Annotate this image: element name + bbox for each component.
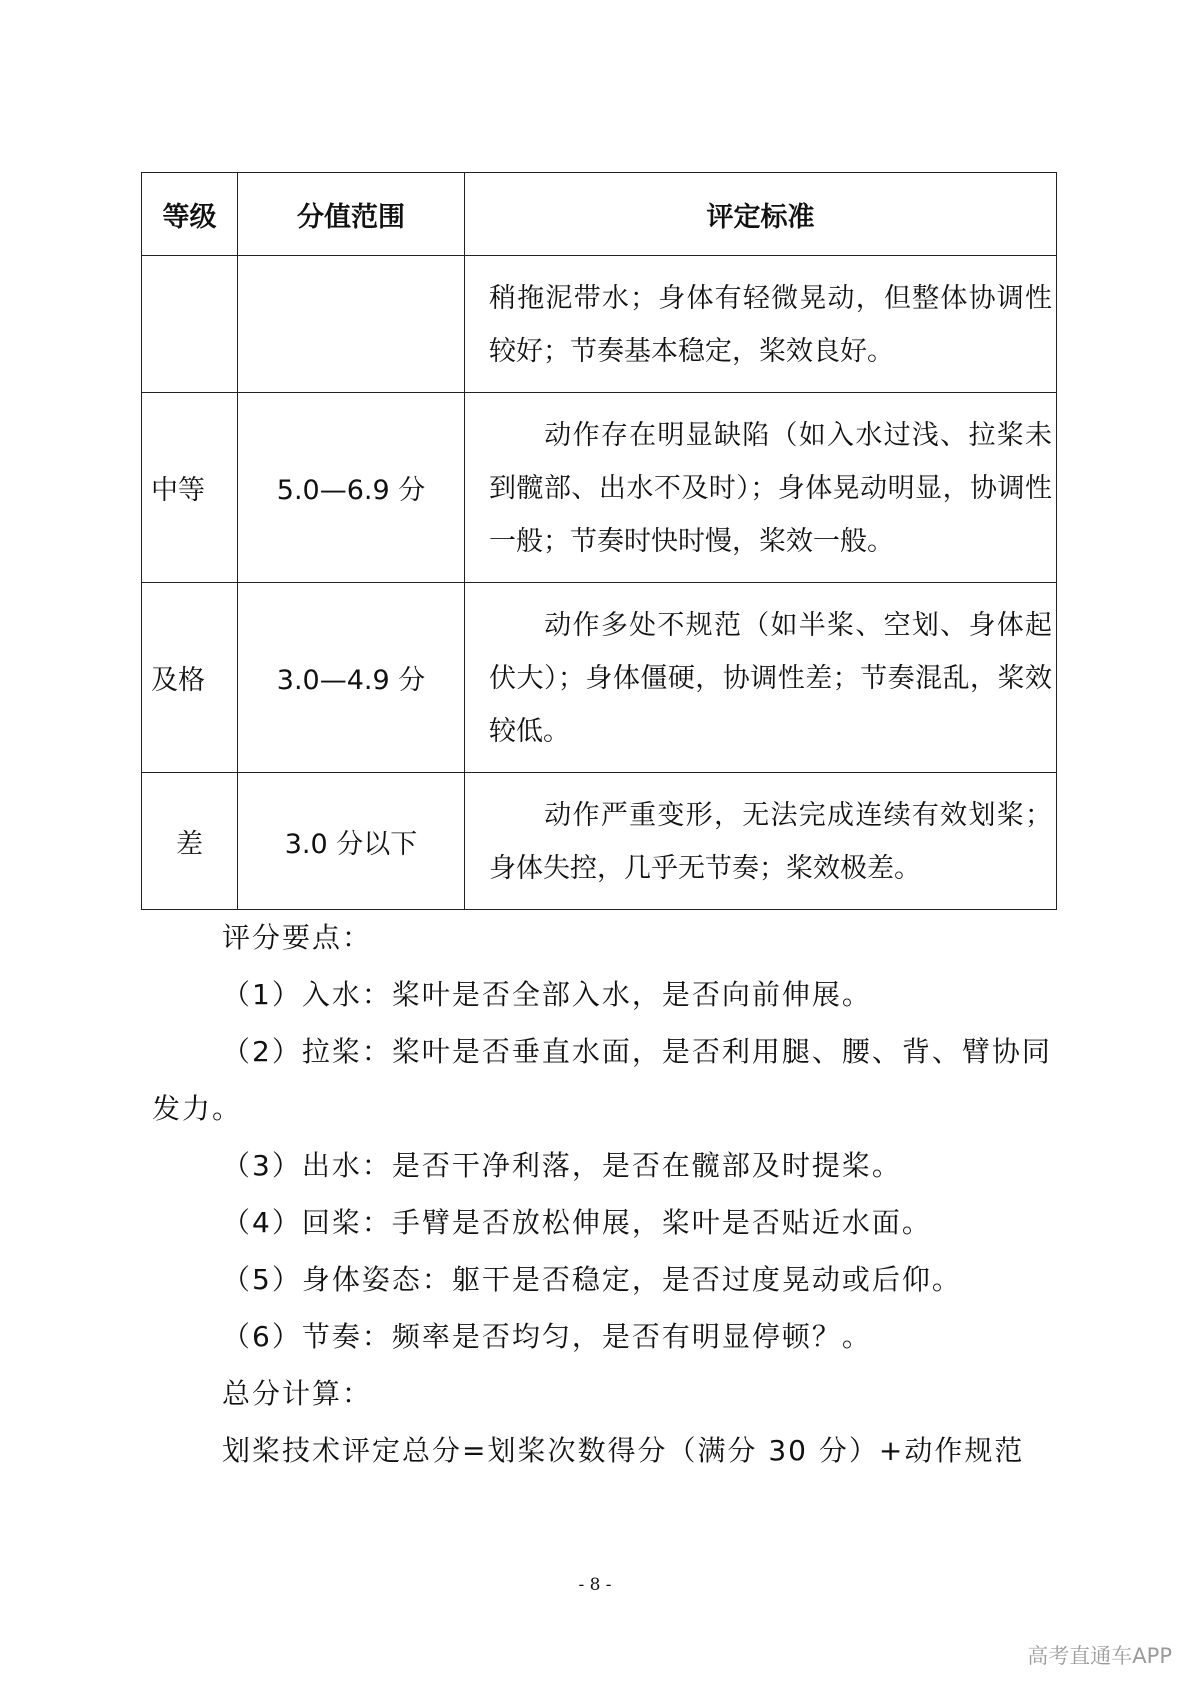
grading-criteria-table [141, 172, 1057, 910]
table-row [142, 256, 1057, 393]
total-score-formula: 划桨技术评定总分=划桨次数得分（满分 30 分）+动作规范 [222, 1434, 1025, 1467]
criteria-cell [465, 256, 1057, 393]
scoring-point-item: （3）出水：是否干净利落，是否在髋部及时提桨。 [222, 1149, 902, 1182]
table-header-row [142, 173, 1057, 256]
criteria-text: 动作多处不规范（如半桨、空划、身体起伏大）；身体僵硬，协调性差；节奏混乱，桨效较低。 [489, 610, 1052, 747]
criteria-cell [465, 393, 1057, 583]
score-range-cell [238, 256, 465, 393]
total-score-heading: 总分计算： [222, 1377, 373, 1410]
table-row [142, 393, 1057, 583]
criteria-cell [465, 583, 1057, 773]
watermark: 高考直通车APP [1027, 1644, 1172, 1668]
scoring-points-heading: 评分要点： [222, 921, 373, 954]
criteria-cell [465, 773, 1057, 910]
criteria-text: 动作严重变形，无法完成连续有效划桨；身体失控，几乎无节奏；桨效极差。 [489, 800, 1052, 884]
scoring-section [152, 909, 1052, 1479]
grade-cell: 中等 [142, 393, 238, 583]
grade-cell: 差 [142, 773, 238, 910]
score-range-cell: 5.0—6.9 分 [238, 393, 465, 583]
grade-cell: 及格 [142, 583, 238, 773]
scoring-point-item: （6）节奏：频率是否均匀，是否有明显停顿？。 [222, 1320, 872, 1353]
criteria-text: 动作存在明显缺陷（如入水过浅、拉桨未到髋部、出水不及时）；身体晃动明显，协调性一般；节奏时快时慢，桨效一般。 [489, 420, 1052, 557]
scoring-point-item: （4）回桨：手臂是否放松伸展，桨叶是否贴近水面。 [222, 1206, 932, 1239]
score-range-cell: 3.0 分以下 [238, 773, 465, 910]
scoring-point-item: （5）身体姿态：躯干是否稳定，是否过度晃动或后仰。 [222, 1263, 962, 1296]
score-range-cell: 3.0—4.9 分 [238, 583, 465, 773]
page-number: - 8 - [578, 1575, 612, 1595]
grade-cell [142, 256, 238, 393]
scoring-point-item: （1）入水：桨叶是否全部入水，是否向前伸展。 [222, 978, 872, 1011]
table-row [142, 583, 1057, 773]
criteria-text: 稍拖泥带水；身体有轻微晃动，但整体协调性较好；节奏基本稳定，桨效良好。 [489, 283, 1052, 367]
header-grade: 等级 [142, 173, 238, 256]
scoring-point-item: （2）拉桨：桨叶是否垂直水面，是否利用腿、腰、背、臂协同发力。 [152, 1035, 1052, 1125]
header-criteria: 评定标准 [465, 173, 1057, 256]
header-score-range: 分值范围 [238, 173, 465, 256]
table-row [142, 773, 1057, 910]
